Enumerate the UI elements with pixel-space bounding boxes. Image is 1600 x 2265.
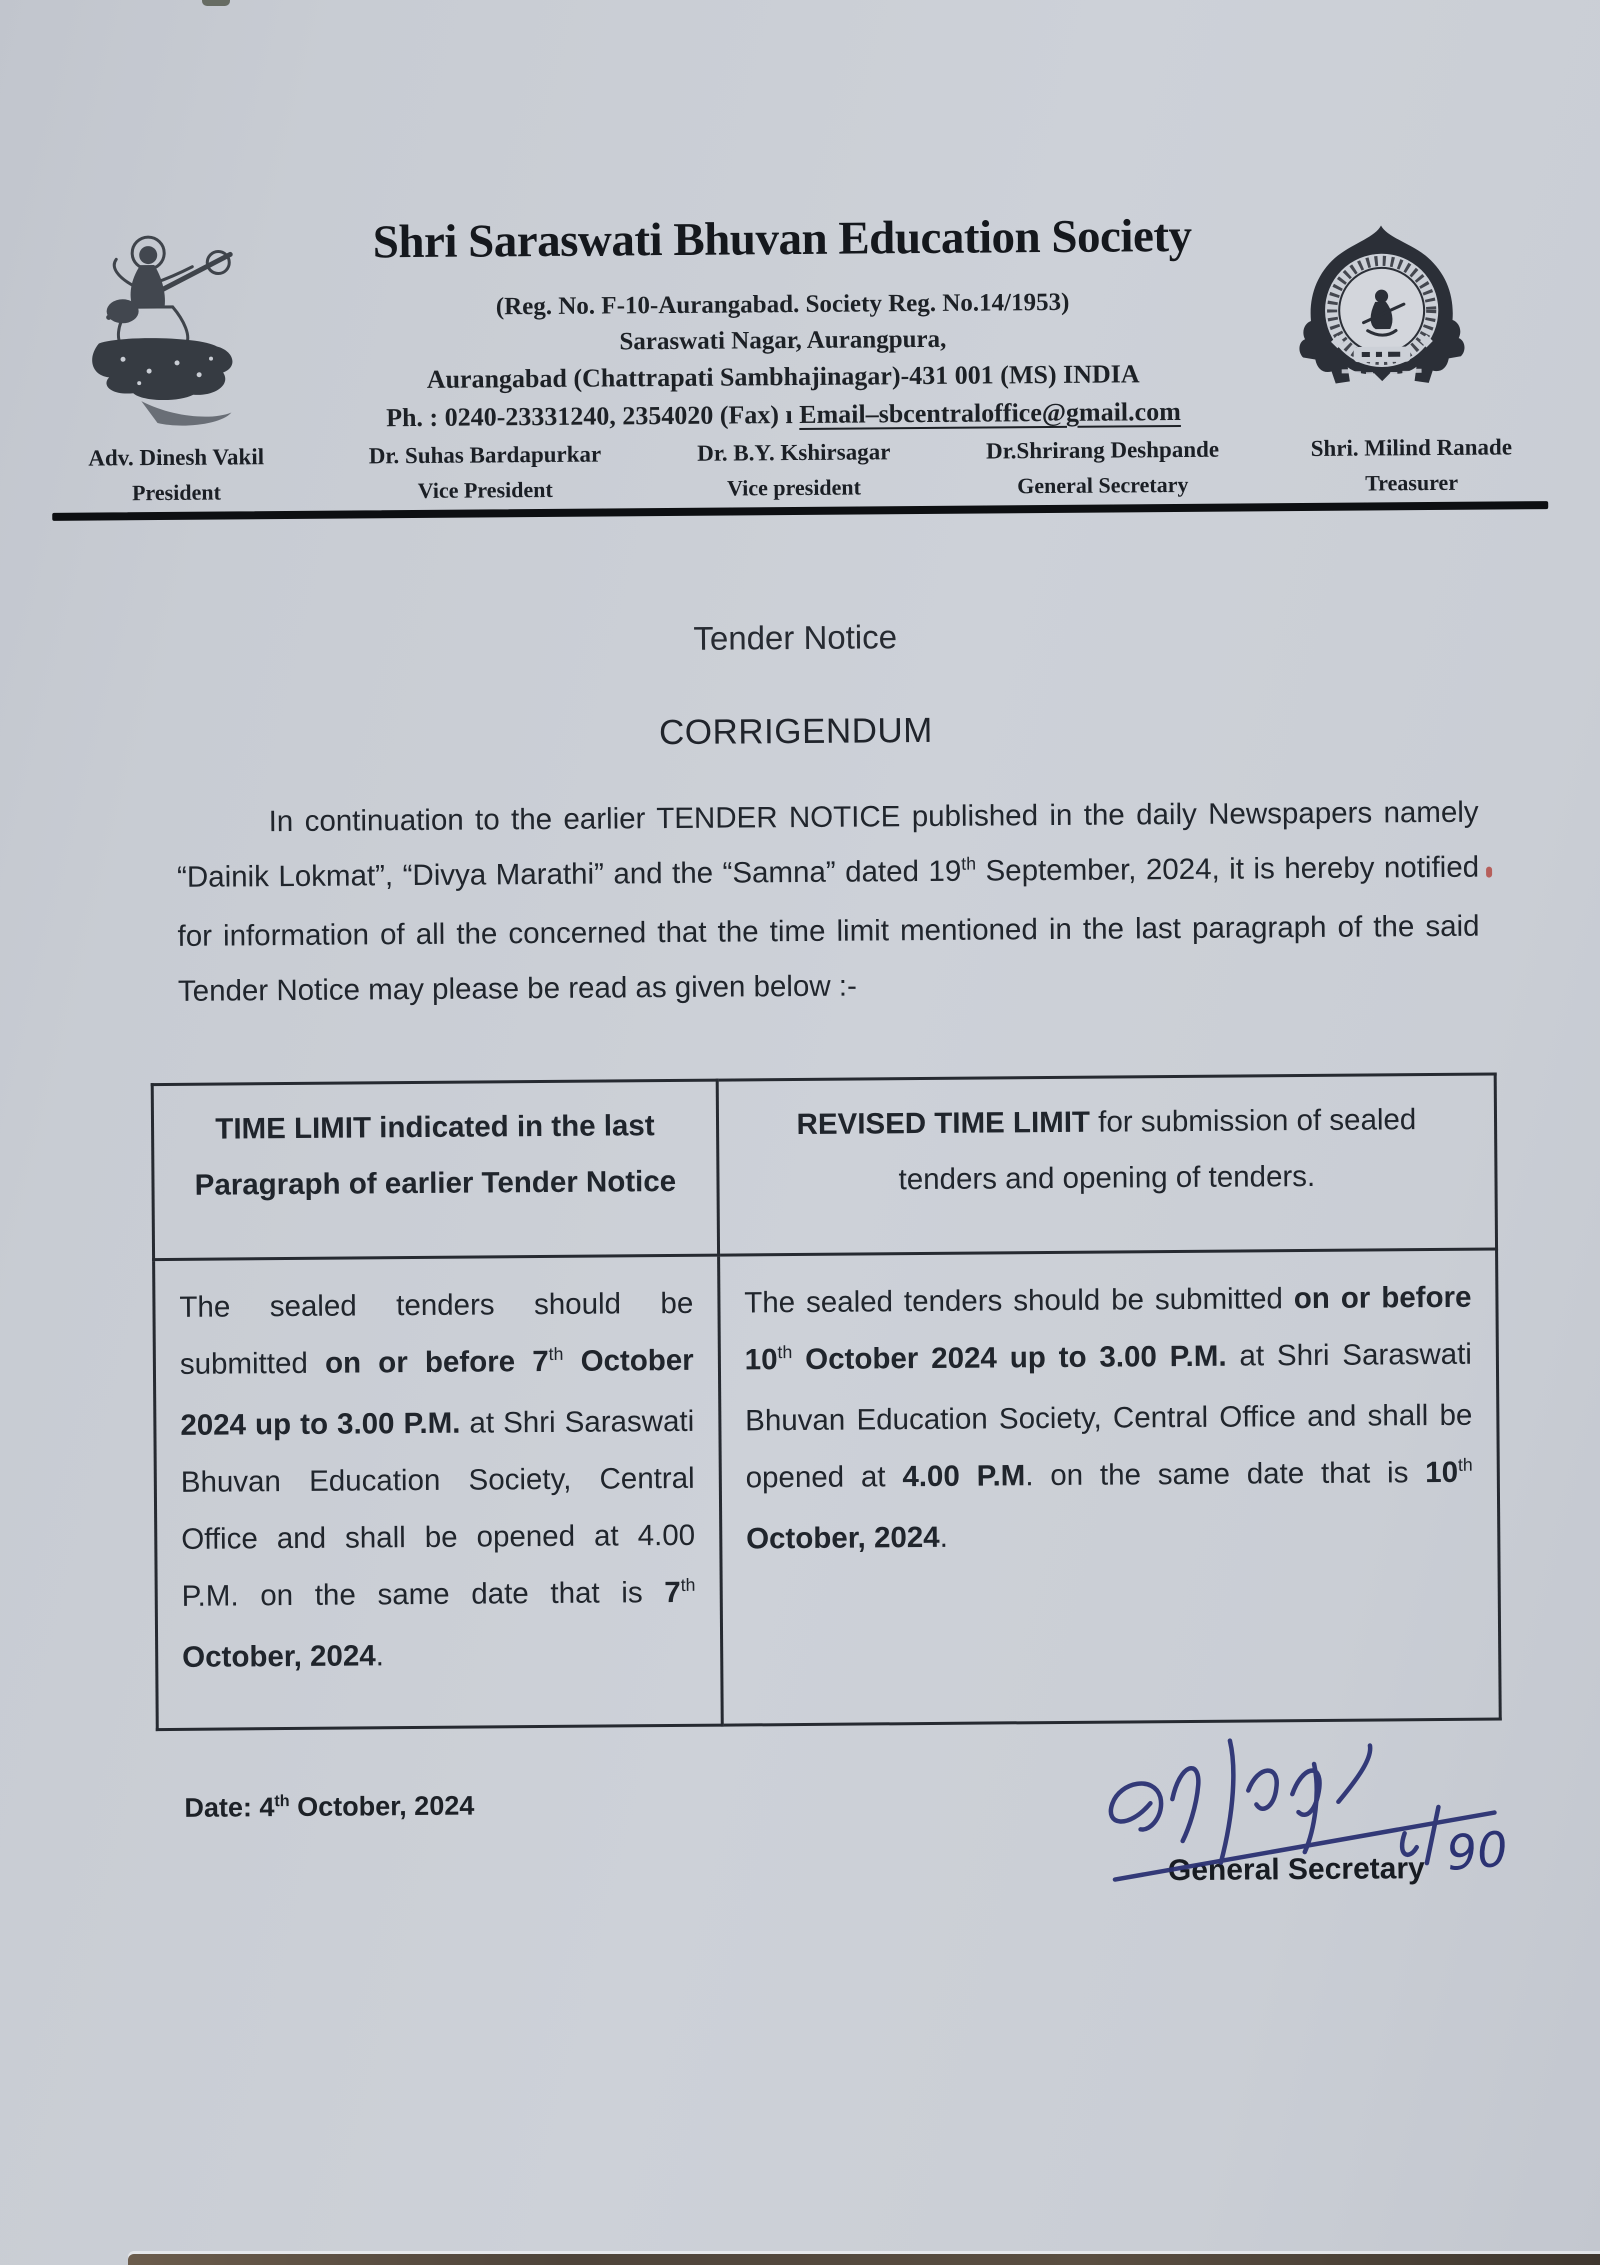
ink-speck-artifact [1486,867,1492,878]
corrigendum-heading: CORRIGENDUM [658,710,934,753]
email-address: Email–sbcentraloffice@gmail.com [799,396,1181,429]
table-header-revised-time-limit: REVISED TIME LIMIT for submission of sealed tenders and opening of tenders. [717,1074,1497,1255]
address-line-1: Saraswati Nagar, Aurangpura, [619,325,947,356]
address-line-2: Aurangabad (Chattrapati Sambhajinagar)-431 001 (MS) INDIA [426,359,1140,394]
signatory-title: General Secretary [1167,1852,1425,1888]
scan-edge-shadow [128,2254,1600,2265]
table-header-original-time-limit: TIME LIMIT indicated in the last Paragraph of earlier Tender Notice [152,1080,718,1259]
official-vice-president-2 [639,439,948,502]
contact-line [243,396,1323,434]
table-cell-original-time-limit: The sealed tenders should be submitted on or before 7th October 2024 up to 3.00 P.M. at Shri Saraswati Bhuvan Education Society, Central Office and shall be opened at 4.00 P.M. on the same date that is 7th October, 2024. [154,1255,723,1729]
official-name: Shri. Milind Ranade [1310,434,1513,461]
society-name: Shri Saraswati Bhuvan Education Society [372,209,1192,269]
officials-row [22,434,1566,507]
official-name: Dr.Shrirang Deshpande [985,436,1220,464]
official-name: Dr. B.Y. Kshirsagar [697,439,891,466]
table-body-row [154,1249,1501,1730]
table-header-row [152,1074,1496,1260]
signature-ink [1022,1704,1596,1940]
official-name: Adv. Dinesh Vakil [88,444,265,471]
notice-title: Tender Notice [693,618,898,657]
time-limit-table [151,1073,1502,1732]
date-line: Date: 4th October, 2024 [184,1790,475,1823]
official-title: Treasurer [1365,469,1459,496]
official-title: General Secretary [1017,471,1189,499]
official-title: Vice President [417,476,553,503]
official-title: President [131,479,221,506]
intro-paragraph: In continuation to the earlier TENDER NOTICE published in the daily Newspapers namely “Dainik Lokmat”, “Divya Marathi” and the “Samna” dated 19th September, 2024, it is hereby notified for information of all the concerned that the time limit mentioned in the last paragraph of the said Tender Notice may please be read as given below :- [176,795,1480,1008]
official-title: Vice president [727,474,862,501]
official-general-secretary [948,436,1257,499]
official-president [22,444,331,507]
phone-numbers: Ph. : 0240-23331240, 2354020 (Fax) ı [386,399,800,433]
official-treasurer [1257,434,1566,497]
official-name: Dr. Suhas Bardapurkar [368,441,602,469]
saraswati-logo-icon [78,224,270,430]
registration-line: (Reg. No. F-10-Aurangabad. Society Reg. No.14/1953) [495,288,1070,321]
official-vice-president-1 [330,441,639,504]
table-cell-revised-time-limit: The sealed tenders should be submitted on or before 10th October 2024 up to 3.00 P.M. at Shri Saraswati Bhuvan Education Society, Central Office and shall be opened at 4.00 P.M. on the same date that is 10th October, 2024. [718,1249,1500,1725]
handwritten-note: 90 [1444,1821,1510,1882]
